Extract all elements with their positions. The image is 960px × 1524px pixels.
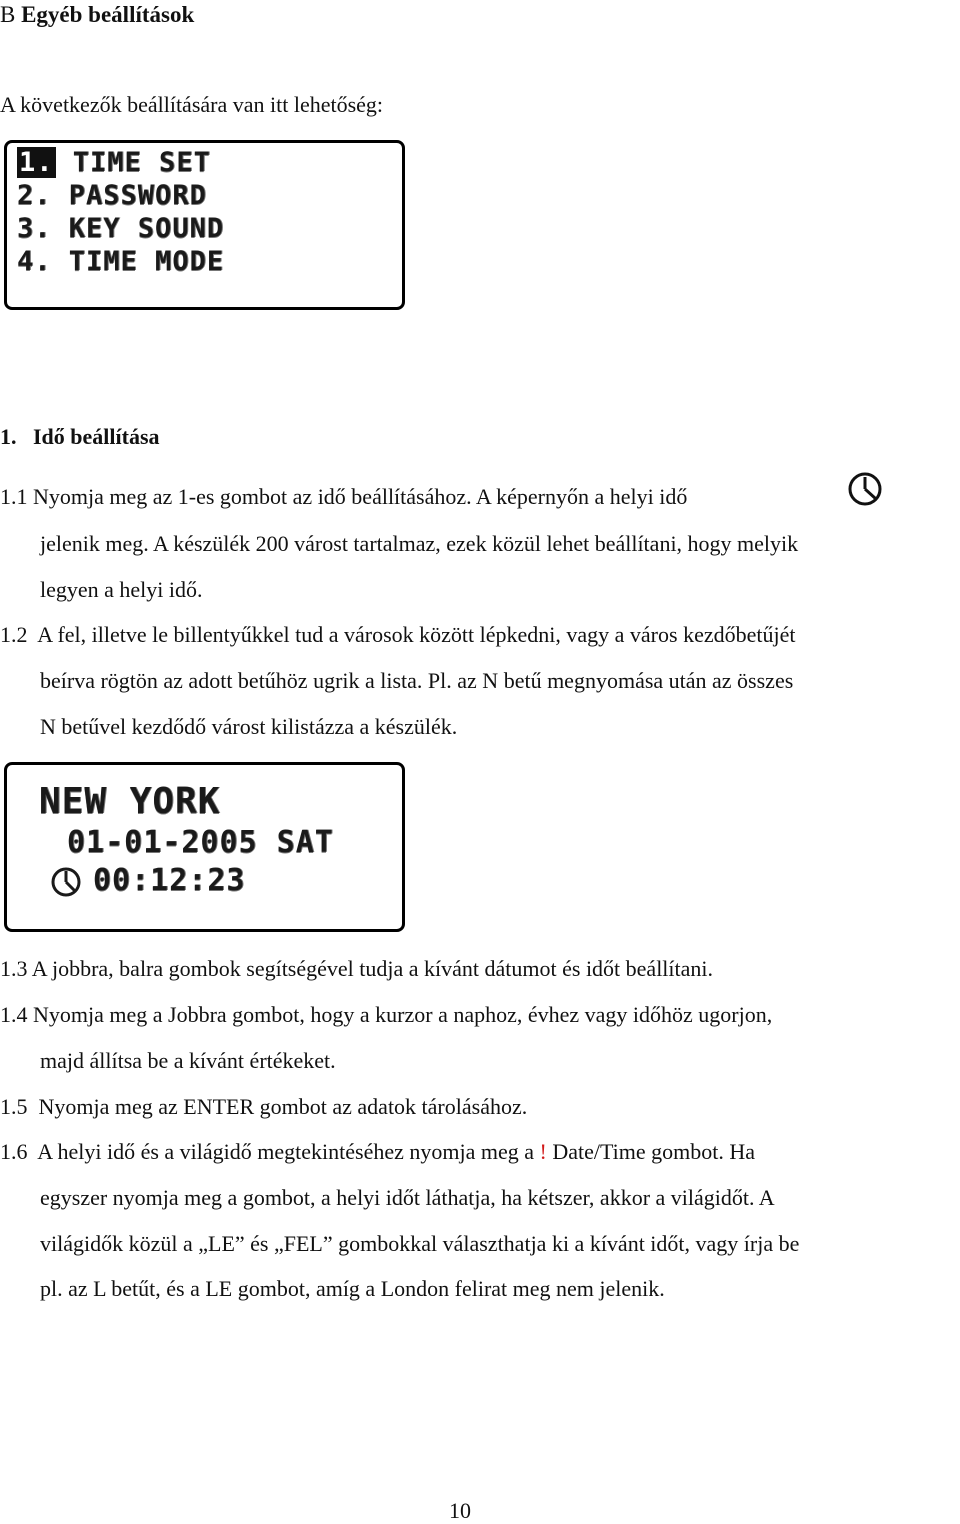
- clock-icon: [845, 472, 885, 508]
- section-heading: [0, 2, 194, 28]
- clock-lcd-screen: [4, 762, 405, 932]
- page-number: 10: [449, 1498, 471, 1523]
- paragraph-1-1-number: 1.1: [0, 484, 28, 509]
- menu-lcd-screen: [4, 140, 405, 310]
- paragraph-1-2-line-3: N betűvel kezdődő várost kilistázza a készülék.: [40, 714, 458, 739]
- subsection-number: 1.: [0, 424, 17, 449]
- paragraph-1-4-text-1: Nyomja meg a Jobbra gombot, hogy a kurzor a naphoz, évhez vagy időhöz ugorjon,: [33, 1002, 773, 1027]
- paragraph-1-4-line-1: [0, 1002, 772, 1028]
- menu-item-3-number: 3.: [17, 213, 52, 244]
- section-letter: B: [0, 2, 16, 27]
- paragraph-1-2-text-1: A fel, illetve le billentyűkkel tud a városok között lépkedni, vagy a város kezdőbetűjét: [37, 622, 796, 647]
- exclamation-symbol: !: [539, 1139, 547, 1164]
- paragraph-1-6-text-b: Date/Time gombot. Ha: [546, 1139, 756, 1164]
- menu-item-1-label: TIME SET: [72, 147, 211, 178]
- menu-item-2: [17, 180, 207, 211]
- paragraph-1-6-line-4: pl. az L betűt, és a LE gombot, amíg a London felirat meg nem jelenik.: [40, 1276, 665, 1301]
- lcd-clock-icon: [49, 865, 83, 899]
- paragraph-1-6-number: 1.6: [0, 1139, 28, 1164]
- paragraph-1-6-line-2: egyszer nyomja meg a gombot, a helyi időt láthatja, ha kétszer, akkor a világidőt. A: [40, 1185, 775, 1210]
- paragraph-1-2-line-1: [0, 622, 795, 648]
- paragraph-1-3-text: A jobbra, balra gombok segítségével tudja a kívánt dátumot és időt beállítani.: [31, 956, 714, 981]
- menu-item-1: [17, 147, 211, 178]
- menu-item-4: [17, 246, 224, 277]
- paragraph-1-2-line-2: beírva rögtön az adott betűhöz ugrik a lista. Pl. az N betű megnyomása után az összes: [40, 668, 794, 693]
- paragraph-1-3-number: 1.3: [0, 956, 28, 981]
- paragraph-1-6-line-1: [0, 1139, 755, 1165]
- menu-item-4-number: 4.: [17, 246, 52, 277]
- menu-item-4-label: TIME MODE: [68, 246, 225, 277]
- paragraph-1-6-line-3: világidők közül a „LE” és „FEL” gombokkal választhatja ki a kívánt időt, vagy írja be: [40, 1231, 800, 1256]
- intro-text: A következők beállítására van itt lehetőség:: [0, 92, 384, 117]
- menu-item-3-label: KEY SOUND: [68, 213, 225, 244]
- paragraph-1-2-number: 1.2: [0, 622, 28, 647]
- paragraph-1-5-number: 1.5: [0, 1094, 28, 1119]
- menu-item-2-label: PASSWORD: [68, 180, 207, 211]
- paragraph-1-1-line-2: jelenik meg. A készülék 200 várost tartalmaz, ezek közül lehet beállítani, hogy melyik: [40, 531, 799, 556]
- paragraph-1-5-text: Nyomja meg az ENTER gombot az adatok tárolásához.: [38, 1094, 528, 1119]
- menu-item-2-number: 2.: [17, 180, 52, 211]
- paragraph-1-4-line-2: majd állítsa be a kívánt értékeket.: [40, 1048, 336, 1073]
- lcd-city: NEW YORK: [39, 781, 221, 822]
- paragraph-1-5: [0, 1094, 527, 1120]
- menu-item-1-number: 1.: [19, 147, 54, 178]
- subsection-heading: [0, 424, 160, 450]
- paragraph-1-6-text-a: A helyi idő és a világidő megtekintéséhez nyomja meg a: [37, 1139, 540, 1164]
- section-title: Egyéb beállítások: [21, 2, 195, 27]
- menu-item-3: [17, 213, 224, 244]
- lcd-date: 01-01-2005 SAT: [67, 825, 334, 860]
- paragraph-1-1-line-1: [0, 484, 687, 510]
- lcd-time: 00:12:23: [93, 863, 246, 898]
- paragraph-1-1-line-3: legyen a helyi idő.: [40, 577, 203, 602]
- paragraph-1-4-number: 1.4: [0, 1002, 28, 1027]
- paragraph-1-1-text-1: Nyomja meg az 1-es gombot az idő beállításához. A képernyőn a helyi idő: [33, 484, 688, 509]
- subsection-title: Idő beállítása: [33, 424, 160, 449]
- paragraph-1-3: [0, 956, 713, 982]
